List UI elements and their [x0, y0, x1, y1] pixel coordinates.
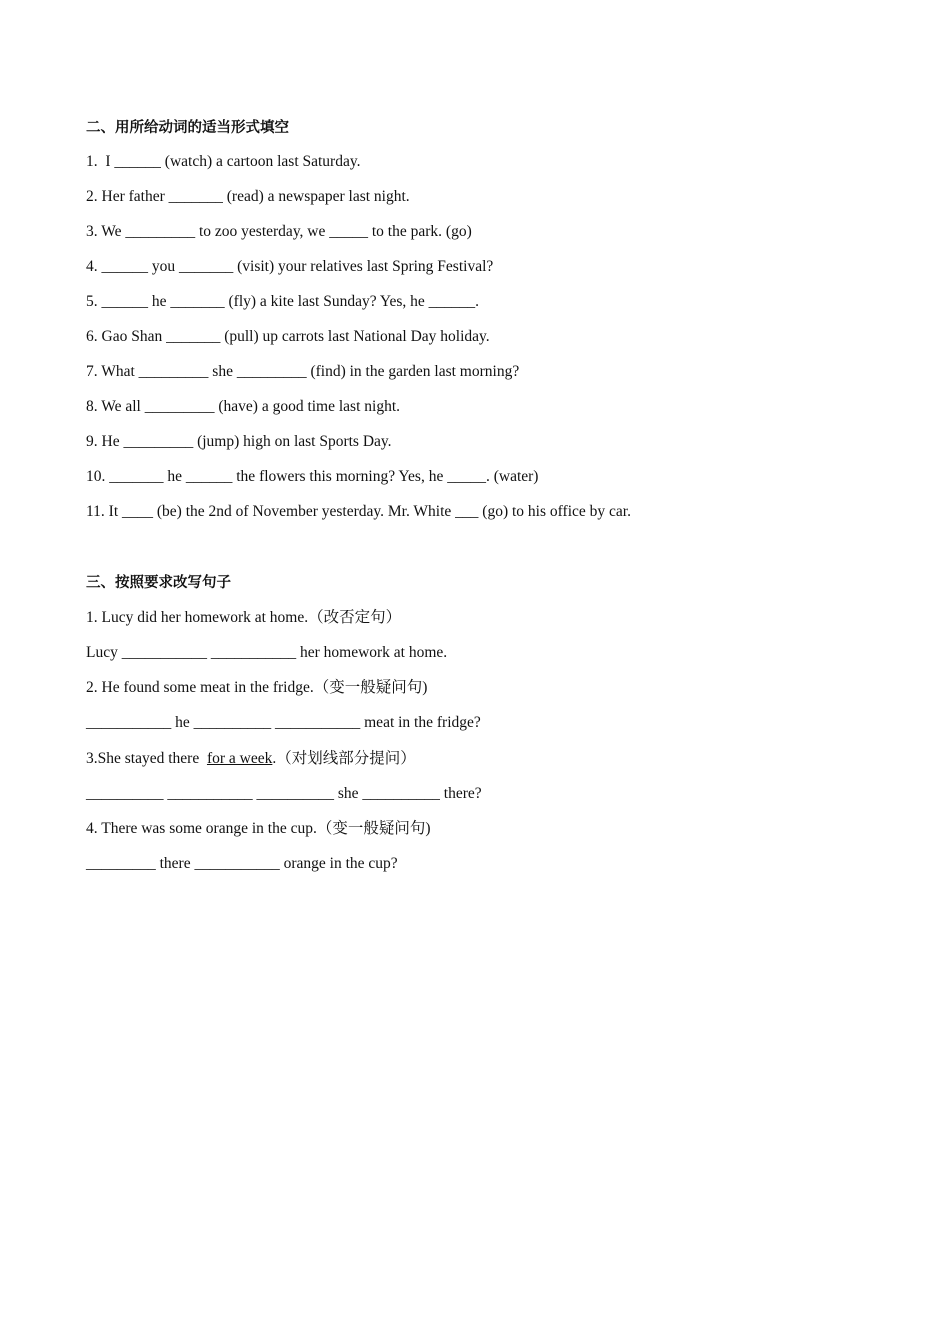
- section-3-q4-prompt: 4. There was some orange in the cup.（变一般疑问句): [86, 820, 431, 837]
- section-3-q1-prompt: 1. Lucy did her homework at home.（改否定句）: [86, 609, 402, 626]
- section-2-item-2: 2. Her father _______ (read) a newspaper last night.: [86, 188, 410, 205]
- q3-prompt-end: .（对划线部分提问）: [272, 750, 416, 767]
- q3-underlined-phrase: for a week: [206, 750, 273, 767]
- section-2-item-4: 4. ______ you _______ (visit) your relatives last Spring Festival?: [86, 258, 494, 275]
- section-2-item-8: 8. We all _________ (have) a good time last night.: [86, 398, 401, 415]
- q3-prompt-start: 3.She stayed there: [86, 750, 207, 767]
- section-3-q3-prompt: [86, 749, 416, 769]
- section-3-q2-answer: ___________ he __________ ___________ meat in the fridge?: [86, 714, 481, 731]
- section-2-item-9: 9. He _________ (jump) high on last Sports Day.: [86, 433, 392, 450]
- section-3-q3-answer: __________ ___________ __________ she __________ there?: [86, 785, 482, 802]
- section-2-item-3: 3. We _________ to zoo yesterday, we _____ to the park. (go): [86, 223, 472, 240]
- section-2-item-10: 10. _______ he ______ the flowers this morning? Yes, he _____. (water): [86, 468, 539, 485]
- section-2-title: 二、用所给动词的适当形式填空: [86, 120, 289, 136]
- section-2-item-11: 11. It ____ (be) the 2nd of November yesterday. Mr. White ___ (go) to his office by car.: [86, 503, 631, 520]
- section-2-item-5: 5. ______ he _______ (fly) a kite last Sunday? Yes, he ______.: [86, 293, 480, 310]
- section-3-q4-answer: _________ there ___________ orange in the cup?: [86, 855, 398, 872]
- section-2-item-6: 6. Gao Shan _______ (pull) up carrots last National Day holiday.: [86, 328, 490, 345]
- section-3-title: 三、按照要求改写句子: [86, 575, 231, 591]
- section-3-q1-answer: Lucy ___________ ___________ her homework at home.: [86, 644, 448, 661]
- section-2-item-1: 1. I ______ (watch) a cartoon last Saturday.: [86, 153, 361, 170]
- section-3-q2-prompt: 2. He found some meat in the fridge.（变一般疑问句): [86, 679, 428, 696]
- section-2-item-7: 7. What _________ she _________ (find) in the garden last morning?: [86, 363, 520, 380]
